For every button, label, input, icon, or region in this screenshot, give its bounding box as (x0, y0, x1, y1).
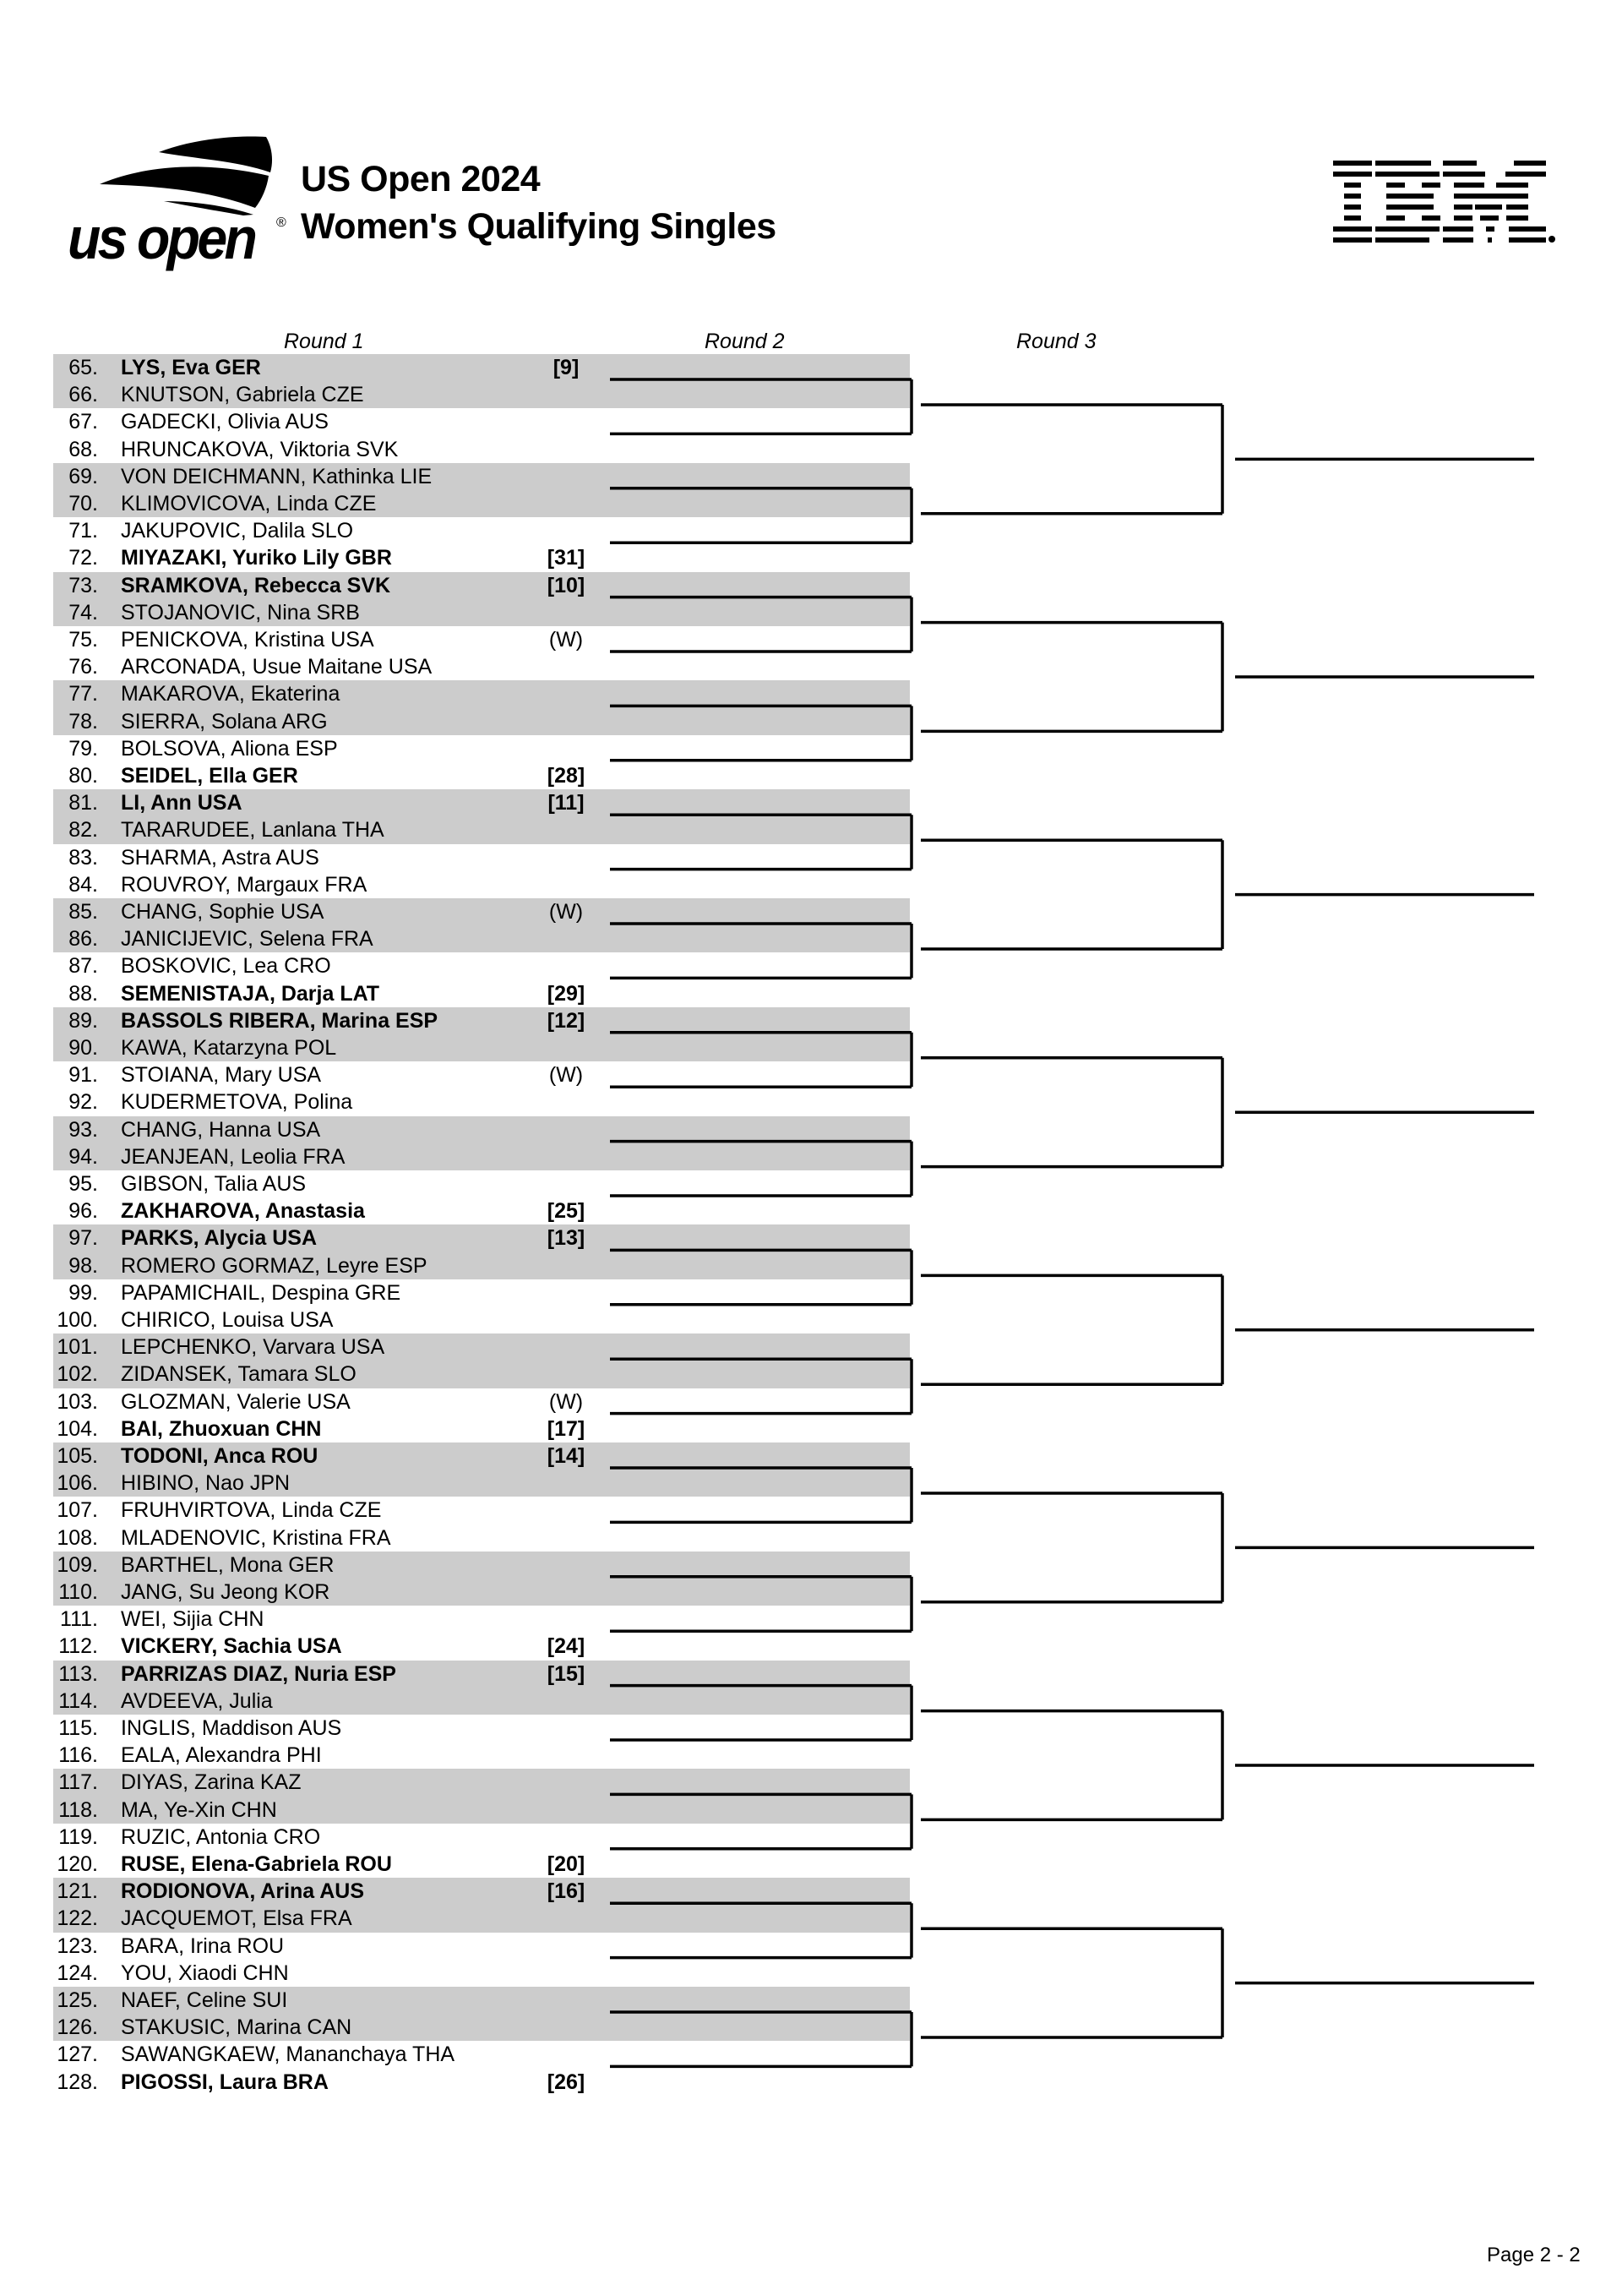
player-name[interactable]: ROMERO GORMAZ, Leyre ESP (121, 1253, 427, 1278)
draw-position: 102. (57, 1362, 98, 1387)
round-1-header: Round 1 (284, 330, 364, 353)
player-name[interactable]: STOIANA, Mary USA (121, 1063, 322, 1088)
player-name[interactable]: AVDEEVA, Julia (121, 1688, 273, 1713)
player-name[interactable]: PENICKOVA, Kristina USA (121, 628, 374, 652)
draw-position: 86. (68, 927, 98, 952)
player-name[interactable]: GADECKI, Olivia AUS (121, 410, 329, 434)
player-name[interactable]: VON DEICHMANN, Kathinka LIE (121, 464, 433, 488)
player-name[interactable]: LEPCHENKO, Varvara USA (121, 1335, 385, 1360)
seed-label: (W) (548, 1063, 584, 1088)
seed-label: (W) (548, 900, 584, 924)
player-name[interactable]: JANG, Su Jeong KOR (121, 1580, 330, 1604)
draw-position: 92. (68, 1090, 98, 1115)
player-name[interactable]: GLOZMAN, Valerie USA (121, 1389, 351, 1414)
seed-label: [14] (547, 1444, 585, 1468)
draw-position: 101. (57, 1335, 98, 1360)
draw-position: 83. (68, 845, 98, 870)
player-name[interactable]: TODONI, Anca ROU (121, 1444, 318, 1468)
seed-label: (W) (548, 1389, 584, 1414)
seed-label: [31] (547, 546, 585, 570)
player-name[interactable]: BOLSOVA, Aliona ESP (121, 736, 338, 761)
player-name[interactable]: MA, Ye-Xin CHN (121, 1797, 277, 1822)
player-name[interactable]: KNUTSON, Gabriela CZE (121, 383, 364, 407)
draw-position: 123. (57, 1933, 98, 1958)
player-name[interactable]: WEI, Sijia CHN (121, 1607, 264, 1632)
draw-position: 71. (68, 519, 98, 543)
player-name[interactable]: BOSKOVIC, Lea CRO (121, 954, 331, 979)
player-name[interactable]: SAWANGKAEW, Mananchaya THA (121, 2042, 455, 2067)
seed-label: [12] (547, 1008, 585, 1033)
player-name[interactable]: YOU, Xiaodi CHN (121, 1961, 289, 1985)
draw-position: 106. (57, 1471, 98, 1496)
draw-position: 89. (68, 1008, 98, 1033)
player-name[interactable]: CHANG, Sophie USA (121, 900, 324, 924)
draw-position: 107. (57, 1498, 98, 1523)
draw-position: 93. (68, 1117, 98, 1142)
player-name[interactable]: VICKERY, Sachia USA (121, 1634, 342, 1659)
player-name[interactable]: LI, Ann USA (121, 791, 242, 815)
draw-position: 91. (68, 1063, 98, 1088)
player-name[interactable]: JACQUEMOT, Elsa FRA (121, 1906, 352, 1931)
player-name[interactable]: HIBINO, Nao JPN (121, 1471, 291, 1496)
player-name[interactable]: FRUHVIRTOVA, Linda CZE (121, 1498, 382, 1523)
player-name[interactable]: KLIMOVICOVA, Linda CZE (121, 492, 377, 515)
seed-label: [24] (547, 1634, 585, 1659)
draw-position: 98. (68, 1253, 98, 1278)
seed-label: [11] (547, 791, 585, 815)
draw-position: 125. (57, 1988, 98, 2012)
seed-label: [10] (547, 573, 585, 597)
seed-label: [20] (547, 1852, 585, 1876)
draw-position: 74. (68, 600, 98, 624)
draw-position: 96. (68, 1199, 98, 1224)
draw-position: 67. (68, 410, 98, 434)
draw-position: 124. (57, 1961, 98, 1985)
player-name[interactable]: SEIDEL, Ella GER (121, 764, 298, 788)
draw-position: 128. (57, 2070, 98, 2094)
draw-position: 95. (68, 1172, 98, 1196)
draw-position: 120. (57, 1852, 98, 1876)
player-name[interactable]: ZAKHAROVA, Anastasia (121, 1199, 365, 1224)
player-name[interactable]: PARRIZAS DIAZ, Nuria ESP (121, 1661, 396, 1686)
page-number: Page 2 - 2 (1487, 2244, 1581, 2266)
player-name[interactable]: PARKS, Alycia USA (121, 1226, 318, 1251)
draw-position: 99. (68, 1280, 98, 1305)
seed-label: [29] (547, 981, 585, 1006)
player-name[interactable]: EALA, Alexandra PHI (121, 1743, 322, 1768)
draw-position: 117. (58, 1770, 98, 1795)
player-name[interactable]: SEMENISTAJA, Darja LAT (121, 981, 380, 1006)
seed-label: [15] (547, 1661, 585, 1686)
draw-position: 126. (57, 2015, 98, 2040)
player-name[interactable]: KUDERMETOVA, Polina (121, 1090, 353, 1115)
draw-position: 73. (68, 573, 98, 597)
player-name[interactable]: SHARMA, Astra AUS (121, 845, 319, 870)
player-name[interactable]: JANICIJEVIC, Selena FRA (121, 927, 373, 952)
draw-position: 70. (68, 492, 98, 515)
draw-position: 85. (68, 900, 98, 924)
draw-position: 116. (58, 1743, 98, 1768)
player-name[interactable]: MLADENOVIC, Kristina FRA (121, 1525, 391, 1550)
player-name[interactable]: KAWA, Katarzyna POL (121, 1036, 337, 1060)
player-name[interactable]: CHIRICO, Louisa USA (121, 1308, 334, 1332)
draw-position: 112. (58, 1634, 98, 1659)
draw-position: 77. (68, 682, 98, 706)
player-name[interactable]: ARCONADA, Usue Maitane USA (121, 655, 433, 679)
draw-position: 108. (57, 1525, 98, 1550)
draw-position: 69. (68, 464, 98, 488)
seed-label: [13] (547, 1226, 585, 1251)
player-name[interactable]: RUSE, Elena-Gabriela ROU (121, 1852, 392, 1876)
player-name[interactable]: BARA, Irina ROU (121, 1933, 285, 1958)
draw-position: 127. (57, 2042, 98, 2067)
seed-label: [9] (552, 356, 580, 379)
player-name[interactable]: BASSOLS RIBERA, Marina ESP (121, 1008, 438, 1033)
draw-position: 118. (58, 1797, 98, 1822)
player-name[interactable]: SIERRA, Solana ARG (121, 709, 328, 734)
draw-position: 100. (57, 1308, 98, 1332)
draw-position: 82. (68, 818, 98, 843)
draw-position: 90. (68, 1036, 98, 1060)
player-name[interactable]: PIGOSSI, Laura BRA (121, 2070, 329, 2094)
draw-position: 110. (58, 1580, 98, 1604)
player-name[interactable]: STOJANOVIC, Nina SRB (121, 600, 360, 624)
seed-label: [26] (547, 2070, 585, 2094)
player-name[interactable]: ZIDANSEK, Tamara SLO (121, 1362, 357, 1387)
draw-position: 76. (68, 655, 98, 679)
draw-position: 88. (68, 981, 98, 1006)
player-name[interactable]: SRAMKOVA, Rebecca SVK (121, 573, 391, 597)
draw-position: 115. (58, 1716, 98, 1740)
draw-position: 111. (60, 1607, 98, 1632)
page-subtitle: Women's Qualifying Singles (301, 206, 776, 247)
player-name[interactable]: TARARUDEE, Lanlana THA (121, 818, 384, 843)
player-name[interactable]: CHANG, Hanna USA (121, 1117, 321, 1142)
player-name[interactable]: JEANJEAN, Leolia FRA (121, 1144, 346, 1169)
draw-position: 103. (57, 1389, 98, 1414)
draw-position: 121. (57, 1879, 98, 1904)
player-name[interactable]: JAKUPOVIC, Dalila SLO (121, 519, 354, 543)
player-name[interactable]: GIBSON, Talia AUS (121, 1172, 307, 1196)
draw-position: 87. (68, 954, 98, 979)
draw-position: 109. (57, 1552, 98, 1577)
draw-position: 78. (68, 709, 98, 734)
draw-position: 79. (68, 736, 98, 761)
player-name[interactable]: PAPAMICHAIL, Despina GRE (121, 1280, 401, 1305)
player-name[interactable]: BARTHEL, Mona GER (121, 1552, 335, 1577)
draw-position: 80. (68, 764, 98, 788)
seed-label: [25] (547, 1199, 585, 1224)
draw-position: 72. (68, 546, 98, 570)
draw-position: 97. (68, 1226, 98, 1251)
draw-position: 113. (58, 1661, 98, 1686)
player-name[interactable]: ROUVROY, Margaux FRA (121, 872, 367, 897)
draw-position: 104. (57, 1416, 98, 1441)
player-name[interactable]: HRUNCAKOVA, Viktoria SVK (121, 437, 399, 461)
player-name[interactable]: RUZIC, Antonia CRO (121, 1824, 321, 1849)
player-name[interactable]: LYS, Eva GER (121, 356, 261, 379)
round-2-header: Round 2 (705, 330, 785, 353)
draw-position: 114. (58, 1688, 98, 1713)
player-name[interactable]: MAKAROVA, Ekaterina (121, 682, 340, 706)
draw-position: 81. (68, 791, 98, 815)
seed-label: [16] (547, 1879, 585, 1904)
player-name[interactable]: DIYAS, Zarina KAZ (121, 1770, 302, 1795)
draw-position: 65. (68, 356, 98, 379)
seed-label: [17] (547, 1416, 585, 1441)
draw-position: 84. (68, 872, 98, 897)
player-name[interactable]: MIYAZAKI, Yuriko Lily GBR (121, 546, 392, 570)
player-name[interactable]: RODIONOVA, Arina AUS (121, 1879, 364, 1904)
draw-position: 119. (58, 1824, 98, 1849)
draw-position: 68. (68, 437, 98, 461)
draw-position: 66. (68, 383, 98, 407)
player-name[interactable]: NAEF, Celine SUI (121, 1988, 288, 2012)
player-name[interactable]: BAI, Zhuoxuan CHN (121, 1416, 322, 1441)
page-title: US Open 2024 (301, 159, 541, 199)
seed-label: [28] (547, 764, 585, 788)
player-name[interactable]: STAKUSIC, Marina CAN (121, 2015, 352, 2040)
draw-position: 94. (68, 1144, 98, 1169)
draw-position: 122. (57, 1906, 98, 1931)
player-name[interactable]: INGLIS, Maddison AUS (121, 1716, 342, 1740)
draw-position: 75. (68, 628, 98, 652)
logo-wordmark: us open (68, 205, 255, 271)
seed-label: (W) (548, 628, 584, 652)
draw-position: 105. (57, 1444, 98, 1468)
registered-mark: ® (276, 215, 286, 230)
round-3-header: Round 3 (1016, 330, 1097, 353)
